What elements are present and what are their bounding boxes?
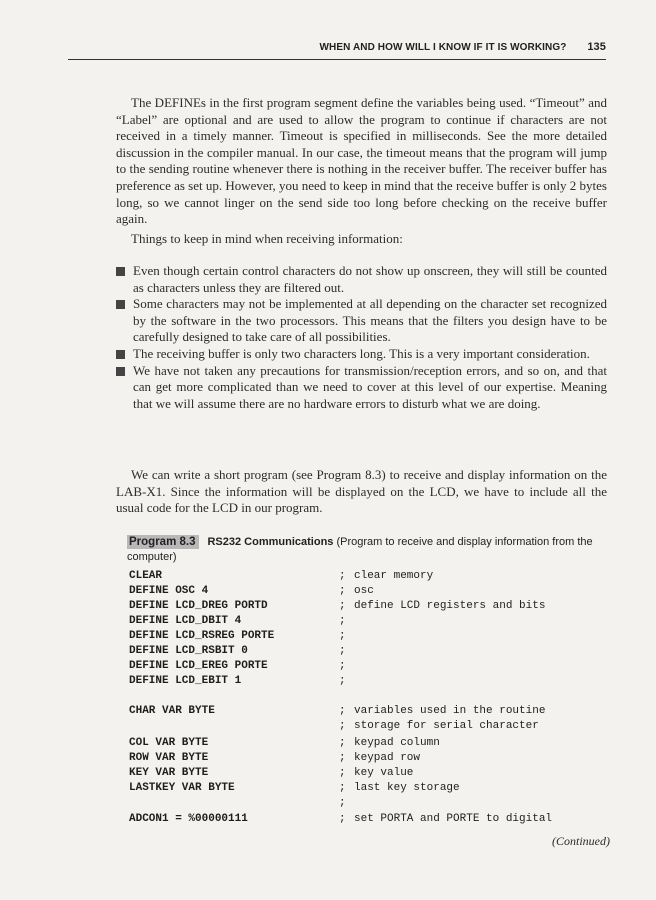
bullet-item <box>116 346 607 363</box>
code-statement: DEFINE LCD_EBIT 1 <box>129 675 242 687</box>
comment-marker: ; <box>339 600 346 612</box>
comment-marker: ; <box>339 752 346 764</box>
code-line <box>129 813 599 828</box>
paragraph-things-to-keep: Things to keep in mind when receiving information: <box>131 231 403 246</box>
code-line <box>129 570 599 585</box>
code-statement: DEFINE LCD_DBIT 4 <box>129 615 242 627</box>
code-statement: ROW VAR BYTE <box>129 752 209 764</box>
code-line <box>129 752 599 767</box>
comment-marker: ; <box>339 615 346 627</box>
bullet-item <box>116 296 607 346</box>
running-head <box>68 41 606 60</box>
code-statement: CLEAR <box>129 570 163 582</box>
code-line <box>129 615 599 630</box>
comment-marker: ; <box>339 705 346 717</box>
comment-marker: ; <box>339 813 346 825</box>
bullet-item <box>116 263 607 296</box>
comment-marker: ; <box>339 675 346 687</box>
code-statement: DEFINE LCD_RSREG PORTE <box>129 630 275 642</box>
code-line <box>129 767 599 782</box>
program-title: RS232 Communications <box>207 536 334 548</box>
bullet-square-icon <box>116 350 125 359</box>
code-comment: storage for serial character <box>354 720 539 732</box>
code-line <box>129 705 599 720</box>
code-comment: variables used in the routine <box>354 705 546 717</box>
code-comment: osc <box>354 585 374 597</box>
comment-marker: ; <box>339 645 346 657</box>
paragraph-short-program: We can write a short program (see Program 8.3) to receive and display information on the LAB-X1. Since the information will be displayed on the LCD, we have to include all the usual code for the LCD in our program. <box>116 467 607 516</box>
code-statement: KEY VAR BYTE <box>129 767 209 779</box>
bullet-text: The receiving buffer is only two characters long. This is a very important consideration. <box>133 345 590 361</box>
code-comment: keypad column <box>354 737 440 749</box>
code-statement: DEFINE LCD_EREG PORTE <box>129 660 268 672</box>
code-comment: set PORTA and PORTE to digital <box>354 813 553 825</box>
comment-marker: ; <box>339 660 346 672</box>
program-caption <box>127 535 607 565</box>
code-comment: define LCD registers and bits <box>354 600 546 612</box>
code-statement: DEFINE LCD_DREG PORTD <box>129 600 268 612</box>
code-line <box>129 737 599 752</box>
code-statement: CHAR VAR BYTE <box>129 705 215 717</box>
bullet-square-icon <box>116 367 125 376</box>
code-comment: clear memory <box>354 570 434 582</box>
comment-marker: ; <box>339 570 346 582</box>
comment-marker: ; <box>339 737 346 749</box>
bullet-list <box>116 263 607 412</box>
paragraph-defines: The DEFINEs in the first program segment define the variables being used. “Timeout” and “Label” are optional and are used to allow the program to continue if characters are not received in a timely manner. Timeout is specified in milliseconds. See the more detailed discussion in the compiler manual. In our case, the timeout means that the program will jump to the sending routine whenever there is nothing in the receiver buffer. The receiver buffer has preference as set up. However, you need to keep in mind that the receive buffer is only 2 bytes long, so we cannot linger on the send side too long before checking on the receive buffer again. <box>116 95 607 227</box>
code-line <box>129 630 599 645</box>
code-line <box>129 660 599 675</box>
bullet-square-icon <box>116 300 125 309</box>
code-statement: DEFINE OSC 4 <box>129 585 209 597</box>
code-statement: COL VAR BYTE <box>129 737 209 749</box>
comment-marker: ; <box>339 585 346 597</box>
program-label: Program 8.3 <box>127 535 199 549</box>
bullet-item <box>116 363 607 413</box>
code-line <box>129 720 599 735</box>
bullet-text: Even though certain control characters do not show up onscreen, they will still be counted as characters unless they are filtered out. <box>133 263 607 295</box>
comment-marker: ; <box>339 797 346 809</box>
bullet-square-icon <box>116 267 125 276</box>
bullet-text: We have not taken any precautions for transmission/reception errors, and so on, and that can get more complicated than we need to cover at this level of our expertise. Meaning that we will assume there are no hardware errors to disturb what we are doing. <box>133 362 607 411</box>
program-description: (Program to receive and display information from the computer) <box>127 536 593 563</box>
continued-note: (Continued) <box>552 834 610 848</box>
code-comment: last key storage <box>354 782 460 794</box>
page-number: 135 <box>587 41 606 53</box>
code-line <box>129 782 599 797</box>
code-statement: LASTKEY VAR BYTE <box>129 782 235 794</box>
code-line <box>129 797 599 812</box>
code-line <box>129 585 599 600</box>
code-comment: keypad row <box>354 752 421 764</box>
chapter-title: WHEN AND HOW WILL I KNOW IF IT IS WORKING? <box>319 42 567 53</box>
code-comment: key value <box>354 767 414 779</box>
comment-marker: ; <box>339 767 346 779</box>
code-statement: ADCON1 = %00000111 <box>129 813 248 825</box>
code-statement: DEFINE LCD_RSBIT 0 <box>129 645 248 657</box>
code-line <box>129 675 599 690</box>
bullet-text: Some characters may not be implemented at all depending on the character set recognized by the software in the two processors. This means that the filters you design have to be carefully designed to take care of all possibilities. <box>133 296 607 345</box>
comment-marker: ; <box>339 720 346 732</box>
code-line <box>129 645 599 660</box>
comment-marker: ; <box>339 630 346 642</box>
code-line <box>129 600 599 615</box>
comment-marker: ; <box>339 782 346 794</box>
